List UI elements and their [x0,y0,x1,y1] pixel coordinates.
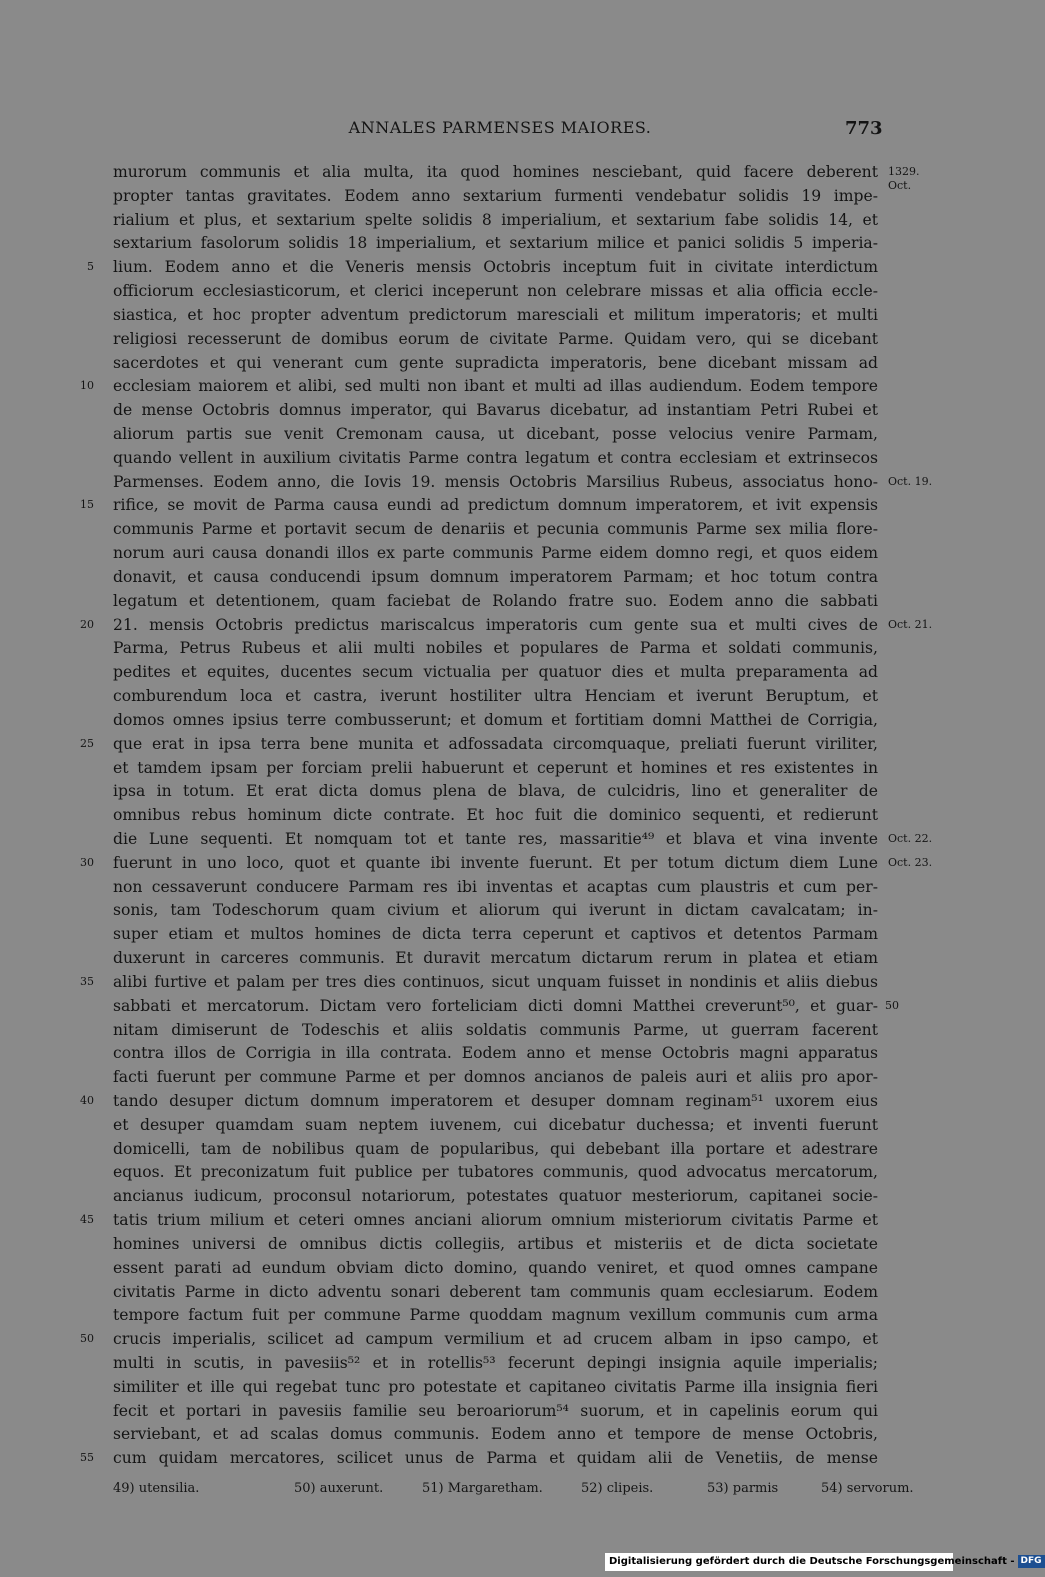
text-line: omnibus rebus hominum dicte contrate. Et hoc fuit die dominico sequenti, et redierunt [113,806,878,825]
text-line: ecclesiam maiorem et alibi, sed multi non ibant et multi ad illas audiendum. Eodem tempore [113,377,878,396]
footnote: 50) auxerunt. [294,1481,384,1496]
text-line: tatis trium milium et ceteri omnes anciani aliorum omnium misteriorum civitatis Parme et [113,1211,878,1230]
text-line: murorum communis et alia multa, ita quod homines nesciebant, quid facere deberent [113,163,878,181]
text-line: multi in scutis, in pavesiis⁵² et in rotellis⁵³ fecerunt depingi insignia aquile imperialis; [113,1354,878,1372]
text-line: homines universi de omnibus dictis collegiis, artibus et misteriis et de dicta societate [113,1234,878,1253]
text-line: siastica, et hoc propter adventum predictorum maresciali et militum imperatoris; et multi [113,305,878,324]
text-line: pedites et equites, ducentes secum victualia per quatuor dies et multa preparamenta ad [113,663,878,682]
text-line: lium. Eodem anno et die Veneris mensis Octobris inceptum fuit in civitate interdictum [113,258,878,277]
text-line: et tamdem ipsam per forciam prelii habuerunt et ceperunt et homines et res existentes in [113,758,878,777]
footnote: 52) clipeis. [581,1481,654,1496]
text-line: 21. mensis Octobris predictus mariscalcus imperatoris cum gente sua et multi cives de [113,615,878,634]
line-number: 40 [80,1093,94,1107]
line-number: 10 [80,379,94,393]
footnote: 51) Margaretham. [422,1481,543,1496]
text-line: que erat in ipsa terra bene munita et adfossadata circomquaque, preliati fuerunt viriliter, [113,734,878,753]
text-line: domos omnes ipsius terre combusserunt; et domum et fortitiam domni Matthei de Corrigia, [113,710,878,729]
margin-note: Oct. [888,178,912,192]
line-number: 35 [80,974,94,988]
page-number: 773 [845,118,883,139]
text-line: sabbati et mercatorum. Dictam vero forteliciam dicti domni Matthei creverunt⁵⁰, et guar- [113,996,878,1015]
text-line: facti fuerunt per commune Parme et per domnos ancianos de paleis auri et aliis pro apor- [113,1068,878,1087]
footnote: 53) parmis [707,1481,779,1496]
text-line: et desuper quamdam suam neptem iuvenem, cui dicebatur duchessa; et inventi fuerunt [113,1115,878,1134]
text-line: Parma, Petrus Rubeus et alii multi nobiles et populares de Parma et soldati communis, [113,639,878,658]
text-line: similiter et ille qui regebat tunc pro potestate et capitaneo civitatis Parme illa insignia fieri [113,1377,878,1396]
text-line: quando vellent in auxilium civitatis Parme contra legatum et contra ecclesiam et extrinsecos [113,448,878,467]
text-line: Parmenses. Eodem anno, die Iovis 19. mensis Octobris Marsilius Rubeus, associatus hono- [113,472,878,491]
text-line: civitatis Parme in dicto adventu sonari deberent tam communis quam ecclesiarum. Eodem [113,1282,878,1301]
text-line: non cessaverunt conducere Parmam res ibi inventas et acaptas cum plaustris et cum per- [113,877,878,896]
text-line: propter tantas gravitates. Eodem anno sextarium furmenti vendebatur solidis 19 impe- [113,186,878,205]
text-line: ipsa in totum. Et erat dicta domus plena de blava, de culcidris, lino et generaliter de [113,782,878,801]
footnote: 54) servorum. [821,1481,914,1496]
footnote: 49) utensilia. [113,1481,200,1496]
text-line: fuerunt in uno loco, quot et quante ibi invente fuerunt. Et per totum dictum diem Lune [113,853,878,872]
text-line: die Lune sequenti. Et nomquam tot et tante res, massaritie⁴⁹ et blava et vina invente [113,829,878,848]
text-line: fecit et portari in pavesiis familie seu beroariorum⁵⁴ suorum, et in capelinis eorum qui [113,1401,878,1420]
text-line: alibi furtive et palam per tres dies continuos, sicut unquam fuisset in nondinis et aliis diebus [113,972,878,991]
text-line: donavit, et causa conducendi ipsum domnum imperatorem Parmam; et hoc totum contra [113,567,878,586]
text-line: rialium et plus, et sextarium spelte solidis 8 imperialium, et sextarium fabe solidis 14, et [113,210,878,229]
text-line: nitam dimiserunt de Todeschis et aliis soldatis communis Parme, ut guerram facerent [113,1020,878,1039]
text-line: super etiam et multos homines de dicta terra ceperunt et captivos et detentos Parmam [113,925,878,944]
text-line: comburendum loca et castra, iverunt hostiliter ultra Henciam et iverunt Beruptum, et [113,687,878,706]
margin-note: 50 [885,998,899,1012]
text-line: aliorum partis sue venit Cremonam causa, ut dicebant, posse velocius venire Parmam, [113,425,878,444]
text-line: de mense Octobris domnus imperator, qui Bavarus dicebatur, ad instantiam Petri Rubei et [113,401,878,420]
text-line: ancianus iudicum, proconsul notariorum, potestates quatuor mesteriorum, capitanei socie- [113,1187,878,1206]
text-line: legatum et detentionem, quam faciebat de Rolando fratre suo. Eodem anno die sabbati [113,591,878,610]
line-number: 30 [80,855,94,869]
text-line: sacerdotes et qui venerant cum gente supradicta imperatoris, bene dicebant missam ad [113,353,878,372]
line-number: 50 [80,1332,94,1346]
text-line: serviebant, et ad scalas domus communis. Eodem anno et tempore de mense Octobris, [113,1425,878,1444]
text-line: norum auri causa donandi illos ex parte communis Parme eidem domno regi, et quos eidem [113,544,878,563]
line-number: 25 [80,736,94,750]
line-number: 5 [87,260,94,274]
text-line: officiorum ecclesiasticorum, et clerici inceperunt non celebrare missas et alia officia eccle- [113,282,878,301]
margin-note: Oct. 22. [888,831,933,845]
text-line: contra illos de Corrigia in illa contrata. Eodem anno et mense Octobris magni apparatus [113,1044,878,1063]
text-line: rifice, se movit de Parma causa eundi ad predictum domnum imperatorem, et ivit expensis [113,496,878,515]
text-line: equos. Et preconizatum fuit publice per tubatores communis, quod advocatus mercatorum, [113,1163,878,1182]
text-line: sonis, tam Todeschorum quam civium et aliorum qui iverunt in dictam cavalcatam; in- [113,901,878,920]
text-line: domicelli, tam de nobilibus quam de popularibus, qui debebant illa portare et adestrare [113,1139,878,1158]
footnotes [113,1479,914,1499]
text-line: cum quidam mercatores, scilicet unus de Parma et quidam alii de Venetiis, de mense [113,1449,878,1468]
margin-note: Oct. 23. [888,855,933,869]
line-number: 15 [80,498,94,512]
margin-note: Oct. 19. [888,474,933,488]
margin-note: Oct. 21. [888,617,933,631]
dfg-logo: DFG [1018,1555,1045,1568]
line-number: 20 [80,617,94,631]
text-line: religiosi recesserunt de domibus eorum de civitate Parme. Quidam vero, qui se dicebant [113,329,878,348]
text-line: crucis imperialis, scilicet ad campum vermilium et ad crucem albam in ipso campo, et [113,1330,878,1349]
funding-credit [605,1553,1042,1571]
credit-text: Digitalisierung gefördert durch die Deutsche Forschungsgemeinschaft - [609,1556,1015,1567]
text-line: tando desuper dictum domnum imperatorem et desuper domnam reginam⁵¹ uxorem eius [113,1091,878,1110]
running-title: ANNALES PARMENSES MAIORES. [348,118,652,137]
text-line: sextarium fasolorum solidis 18 imperialium, et sextarium milice et panici solidis 5 imperia- [113,234,878,253]
text-line: duxerunt in carceres communis. Et duravit mercatum dictarum rerum in platea et etiam [113,949,878,968]
margin-note: 1329. [888,165,920,178]
text-line: essent parati ad eundum obviam dicto domino, quando veniret, et quod omnes campane [113,1258,878,1277]
text-line: tempore factum fuit per commune Parme quoddam magnum vexillum communis cum arma [113,1306,878,1325]
line-number: 55 [80,1451,94,1465]
text-line: communis Parme et portavit secum de denariis et pecunia communis Parme sex milia flore- [113,520,878,539]
line-number: 45 [80,1213,94,1227]
